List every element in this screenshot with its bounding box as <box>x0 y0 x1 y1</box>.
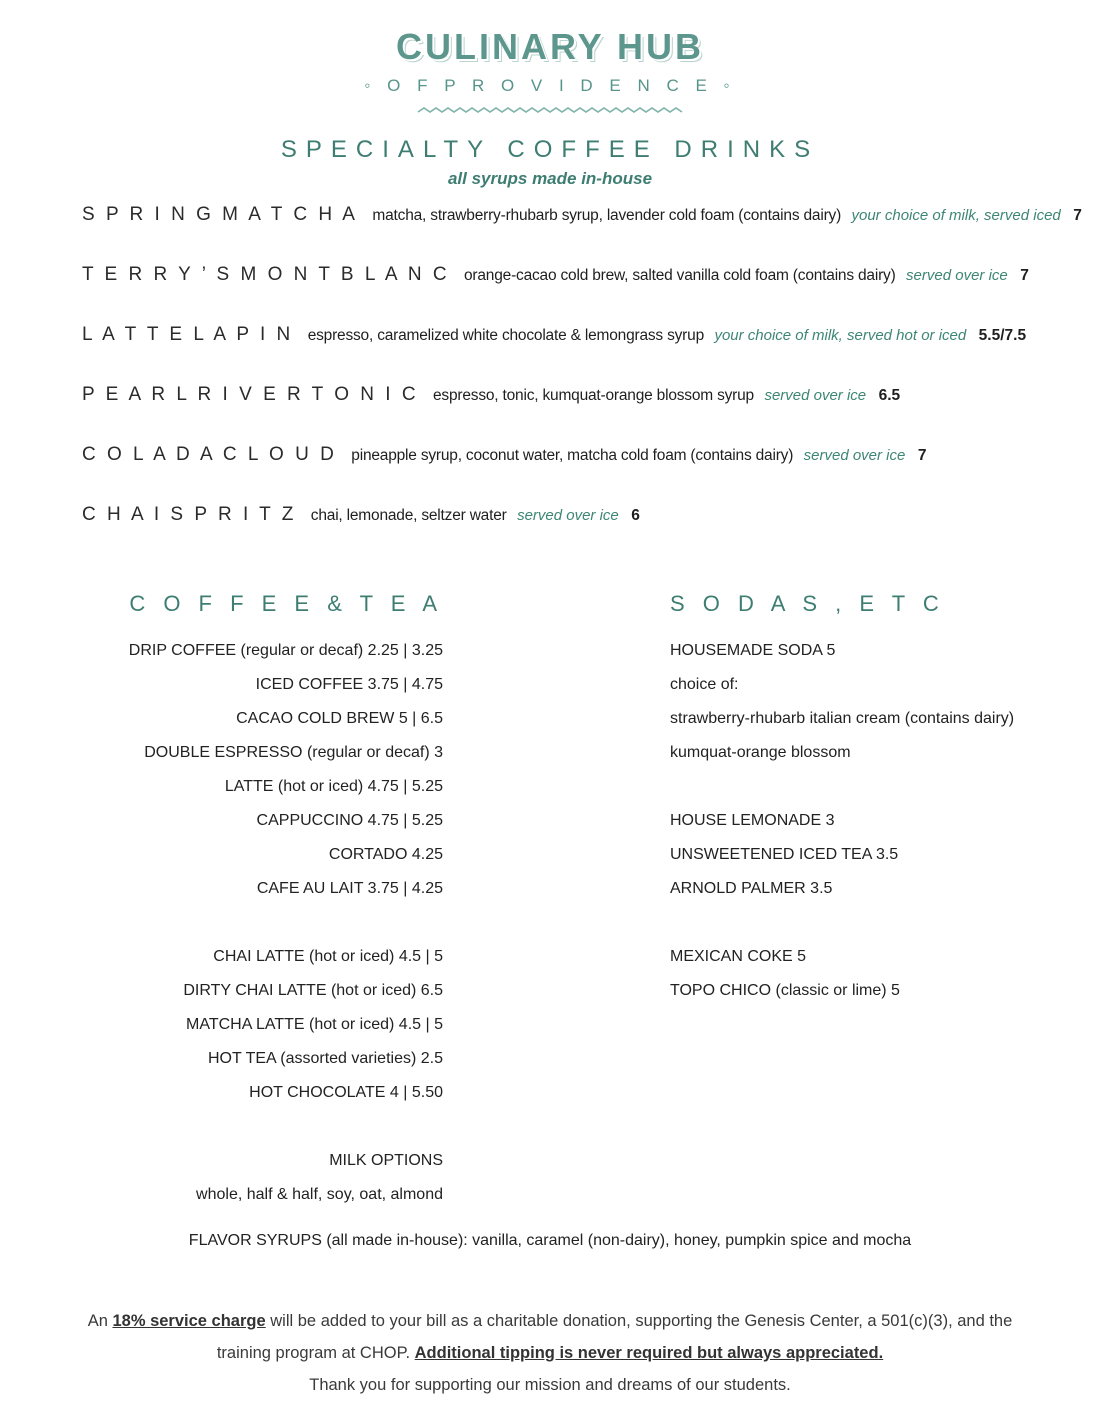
list-gap <box>60 1110 443 1144</box>
item-note: served over ice <box>906 267 1008 284</box>
menu-item-colada-cloud <box>82 443 1070 468</box>
menu-item-latte-lapin <box>82 323 1070 348</box>
menu-item-spring-matcha <box>82 203 1082 228</box>
list-gap <box>60 906 443 940</box>
flavor-syrups-line: FLAVOR SYRUPS (all made in-house): vanilla, caramel (non-dairy), honey, pumpkin spice and mocha <box>188 1232 912 1249</box>
item-description: espresso, tonic, kumquat-orange blossom syrup <box>433 387 754 404</box>
footer-text: An <box>87 1312 113 1330</box>
list-item: MATCHA LATTE (hot or iced) 4.5 | 5 <box>186 1016 443 1033</box>
footer-line-1 <box>0 1305 1100 1337</box>
item-price: 7 <box>1073 207 1082 224</box>
item-price: 6 <box>631 507 640 524</box>
item-note: your choice of milk, served iced <box>851 207 1061 224</box>
item-price: 7 <box>1020 267 1029 284</box>
tipping-emphasis: Additional tipping is never required but always appreciated. <box>414 1344 884 1362</box>
list-item: ARNOLD PALMER 3.5 <box>670 880 833 897</box>
item-name: S P R I N G M A T C H A <box>82 204 358 225</box>
list-gap <box>670 770 1070 804</box>
item-price: 5.5/7.5 <box>978 327 1027 344</box>
list-item: CHAI LATTE (hot or iced) 4.5 | 5 <box>213 948 443 965</box>
list-item: CORTADO 4.25 <box>328 846 443 863</box>
item-price: 6.5 <box>878 387 901 404</box>
menu-item-terrys-mont-blanc <box>82 263 1070 288</box>
menu-header <box>0 26 1100 189</box>
item-name: C H A I S P R I T Z <box>82 504 297 525</box>
coffee-tea-column <box>60 590 443 1212</box>
coffee-tea-heading: C O F F E E & T E A <box>129 591 443 616</box>
list-item: CACAO COLD BREW 5 | 6.5 <box>236 710 443 727</box>
list-item: TOPO CHICO (classic or lime) 5 <box>670 982 900 999</box>
item-description: chai, lemonade, seltzer water <box>310 507 507 524</box>
list-item: MEXICAN COKE 5 <box>670 948 807 965</box>
list-item: DIRTY CHAI LATTE (hot or iced) 6.5 <box>183 982 443 999</box>
list-item: HOT TEA (assorted varieties) 2.5 <box>207 1050 443 1067</box>
list-item: DOUBLE ESPRESSO (regular or decaf) 3 <box>144 744 443 761</box>
section-subtitle: all syrups made in-house <box>447 169 653 188</box>
item-note: served over ice <box>517 507 619 524</box>
sodas-heading: S O D A S , E T C <box>670 591 945 616</box>
list-item: CAFE AU LAIT 3.75 | 4.25 <box>256 880 443 897</box>
list-item: strawberry-rhubarb italian cream (contains dairy) <box>670 710 1015 727</box>
footer-text: training program at CHOP. <box>216 1344 415 1362</box>
logo-title: CULINARY HUB <box>395 26 704 67</box>
item-name: C O L A D A C L O U D <box>82 444 337 465</box>
item-description: orange-cacao cold brew, salted vanilla cold foam (contains dairy) <box>464 267 896 284</box>
list-item: kumquat-orange blossom <box>670 744 851 761</box>
menu-item-pearl-river-tonic <box>82 383 1070 408</box>
menu-item-chai-spritz <box>82 503 1070 528</box>
milk-options-heading: MILK OPTIONS <box>329 1152 443 1169</box>
list-gap <box>670 906 1070 940</box>
footer-note <box>0 1305 1100 1401</box>
list-item: HOT CHOCOLATE 4 | 5.50 <box>249 1084 443 1101</box>
specialty-drinks-list <box>82 203 1082 563</box>
logo-subtitle: ◦ O F P R O V I D E N C E ◦ <box>364 76 736 95</box>
list-item: HOUSE LEMONADE 3 <box>670 812 835 829</box>
sodas-column <box>670 590 1070 1008</box>
list-item: ICED COFFEE 3.75 | 4.75 <box>255 676 443 693</box>
milk-options-list: whole, half & half, soy, oat, almond <box>196 1186 443 1203</box>
footer-text: will be added to your bill as a charitable donation, supporting the Genesis Center, a 501(c)(3), and the <box>265 1312 1013 1330</box>
squiggle-divider-icon <box>0 102 1100 120</box>
list-item: CAPPUCCINO 4.75 | 5.25 <box>256 812 443 829</box>
item-name: T E R R Y ’ S M O N T B L A N C <box>82 264 450 285</box>
list-item: choice of: <box>670 676 739 693</box>
footer-line-3: Thank you for supporting our mission and dreams of our students. <box>309 1376 791 1394</box>
footer-line-2 <box>0 1337 1100 1369</box>
item-description: pineapple syrup, coconut water, matcha cold foam (contains dairy) <box>351 447 794 464</box>
service-charge-emphasis: 18% service charge <box>112 1312 266 1330</box>
list-item: UNSWEETENED ICED TEA 3.5 <box>670 846 899 863</box>
item-name: P E A R L R I V E R T O N I C <box>82 384 419 405</box>
list-item: DRIP COFFEE (regular or decaf) 2.25 | 3.25 <box>128 642 443 659</box>
item-note: served over ice <box>764 387 867 404</box>
item-note: served over ice <box>803 447 906 464</box>
item-note: your choice of milk, served hot or iced <box>714 327 967 344</box>
section-title: SPECIALTY COFFEE DRINKS <box>280 136 820 163</box>
item-name: L A T T E L A P I N <box>82 324 294 345</box>
list-item: LATTE (hot or iced) 4.75 | 5.25 <box>224 778 443 795</box>
item-price: 7 <box>917 447 927 464</box>
list-item: HOUSEMADE SODA 5 <box>670 642 836 659</box>
item-description: matcha, strawberry-rhubarb syrup, lavender cold foam (contains dairy) <box>372 207 842 224</box>
item-description: espresso, caramelized white chocolate & lemongrass syrup <box>307 327 704 344</box>
